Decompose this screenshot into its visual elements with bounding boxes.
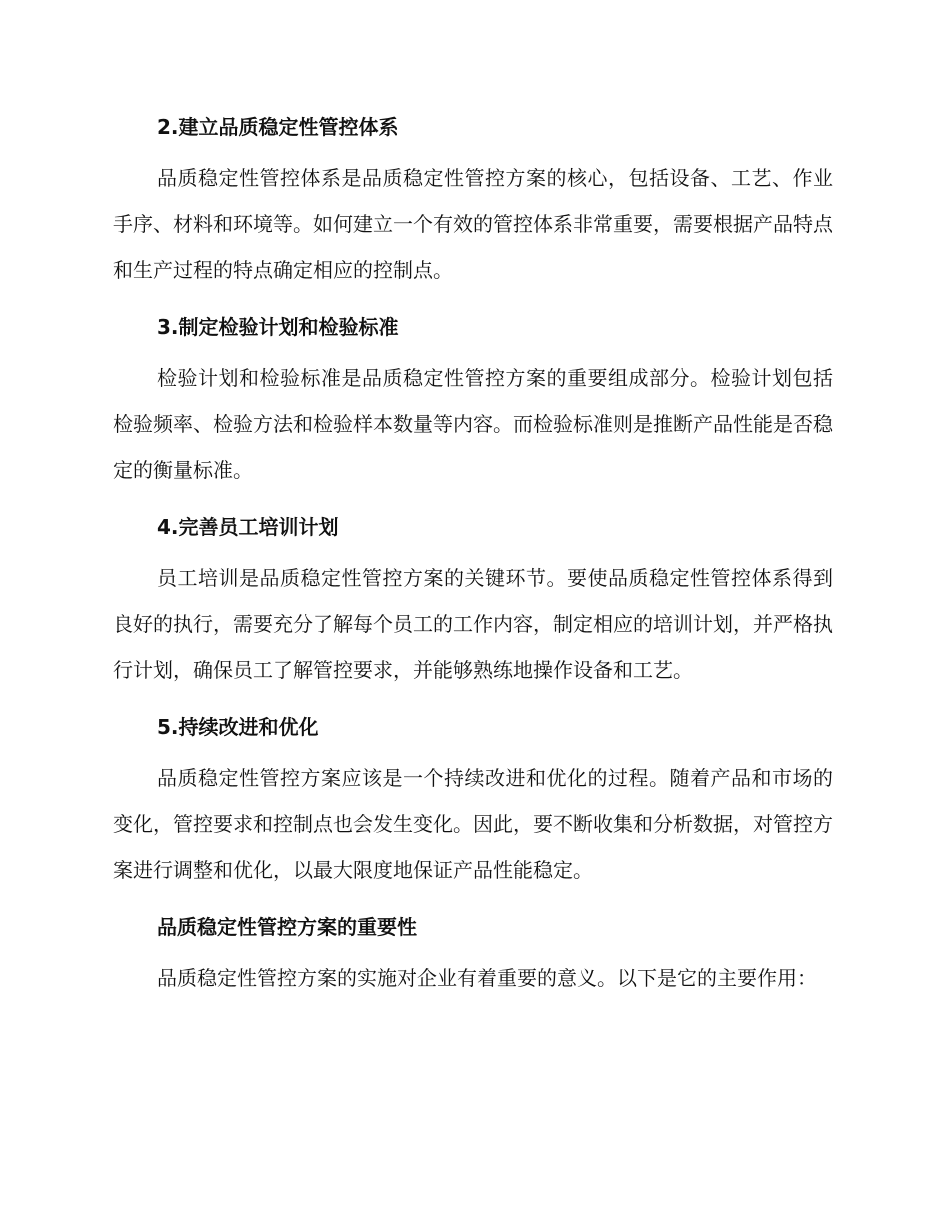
section-heading-2: 2.建立品质稳定性管控体系	[157, 115, 399, 139]
section-paragraph-4: 员工培训是品质稳定性管控方案的关键环节。要使品质稳定性管控体系得到良好的执行，需要充分了解每个员工的工作内容，制定相应的培训计划，并严格执行计划，确保员工了解管控要求，并能够熟练地操作设备和工艺。	[113, 566, 833, 682]
section-paragraph-2: 品质稳定性管控体系是品质稳定性管控方案的核心，包括设备、工艺、作业手序、材料和环境等。如何建立一个有效的管控体系非常重要，需要根据产品特点和生产过程的特点确定相应的控制点。	[113, 166, 833, 282]
section-heading-4: 4.完善员工培训计划	[157, 515, 339, 539]
section-paragraph-5: 品质稳定性管控方案应该是一个持续改进和优化的过程。随着产品和市场的变化，管控要求和控制点也会发生变化。因此，要不断收集和分析数据，对管控方案进行调整和优化，以最大限度地保证产品性能稳定。	[113, 766, 833, 882]
section-paragraph-3: 检验计划和检验标准是品质稳定性管控方案的重要组成部分。检验计划包括检验频率、检验方法和检验样本数量等内容。而检验标准则是推断产品性能是否稳定的衡量标准。	[113, 366, 833, 482]
document-body	[113, 104, 833, 1012]
section-paragraph-importance: 品质稳定性管控方案的实施对企业有着重要的意义。以下是它的主要作用：	[157, 966, 817, 990]
section-heading-importance: 品质稳定性管控方案的重要性	[157, 915, 417, 939]
section-heading-5: 5.持续改进和优化	[157, 715, 319, 739]
section-heading-3: 3.制定检验计划和检验标准	[157, 315, 399, 339]
